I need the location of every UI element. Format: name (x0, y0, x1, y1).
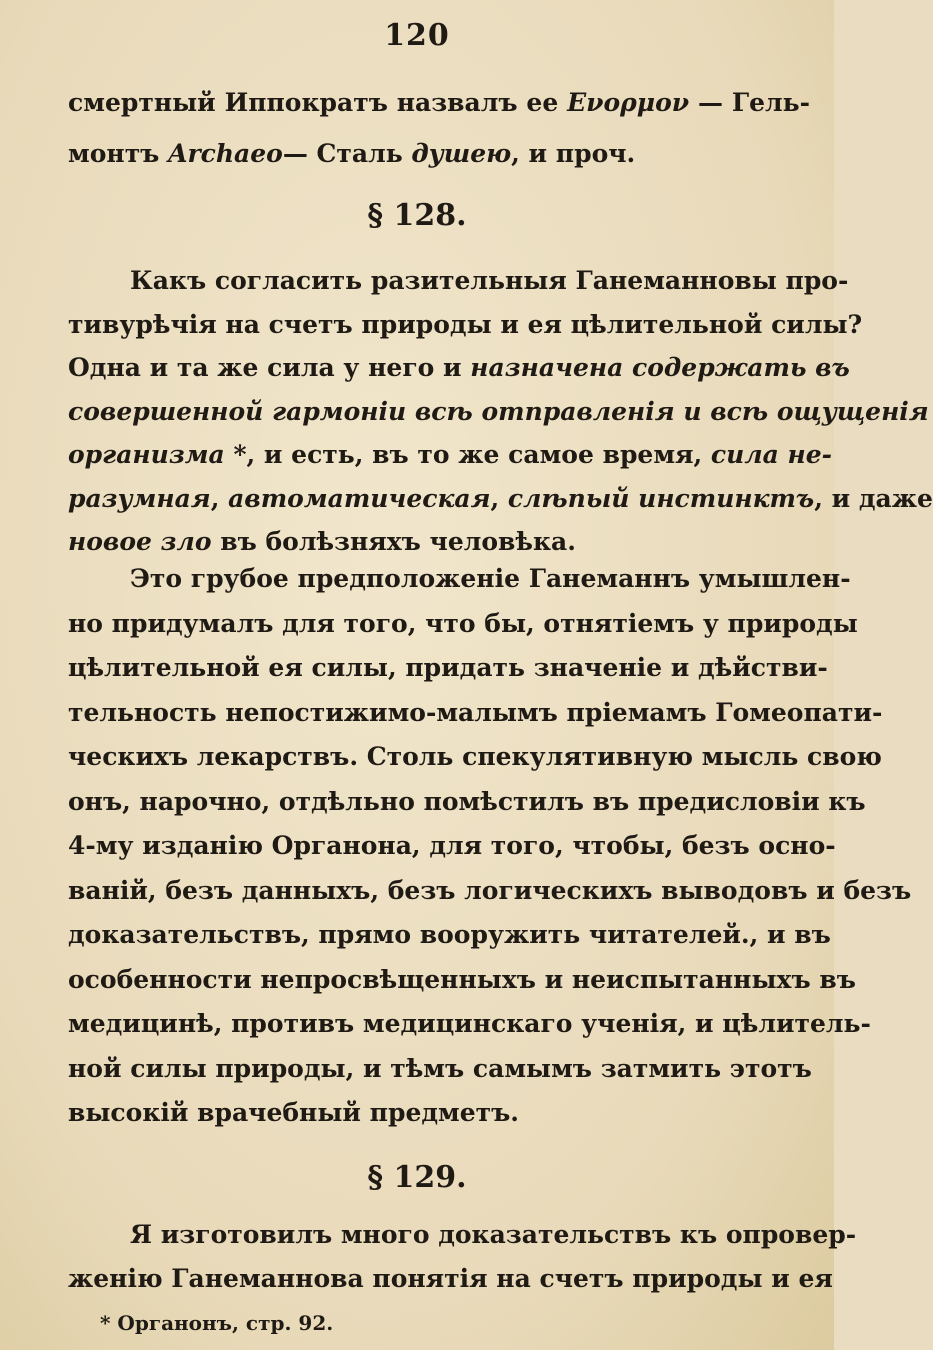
text-line: онъ, нарочно, отдѣльно помѣстилъ въ предисловіи къ (68, 786, 866, 816)
text-line: но придумалъ для того, что бы, отнятіемъ у природы (68, 608, 858, 638)
text-line: организма *, и есть, въ то же самое время, сила не- (68, 440, 833, 469)
text-line: ческихъ лекарствъ. Столь спекулятивную мысль свою (68, 742, 882, 771)
text-line: смертный Иппократъ назвалъ ее Ενορμον — Гель- (68, 88, 811, 117)
text-line: монтъ Archaeo— Сталь душею, и проч. (68, 139, 636, 168)
text-line: особенности непросвѣщенныхъ и неиспытанныхъ въ (68, 964, 856, 994)
text-line: тивурѣчія на счетъ природы и ея цѣлительной силы? (68, 309, 863, 339)
text-line: Я изготовилъ много доказательствъ къ опровер- (130, 1220, 857, 1249)
text-line: женію Ганеманнова понятія на счетъ природы и ея (68, 1264, 833, 1293)
text-line: тельность непостижимо-малымъ пріемамъ Гомеопати- (68, 697, 883, 727)
footnote: * Органонъ, стр. 92. (100, 1311, 334, 1335)
text-line: высокій врачебный предметъ. (68, 1098, 520, 1127)
section-heading-129: § 129. (367, 1160, 467, 1195)
text-line: цѣлительной ея силы, придать значеніе и дѣйстви- (68, 653, 828, 682)
text-line: 4-му изданію Органона, для того, чтобы, безъ осно- (68, 831, 836, 860)
page-number: 120 (384, 18, 450, 53)
text-line: новое зло въ болѣзняхъ человѣка. (68, 527, 576, 556)
text-line: Это грубое предположеніе Ганеманнъ умышлен- (130, 564, 851, 593)
text-line: доказательствъ, прямо вооружить читателей., и въ (68, 920, 831, 949)
text-line: ваній, безъ данныхъ, безъ логическихъ выводовъ и безъ (68, 875, 912, 905)
text-line: разумная, автоматическая, слѣпый инстинктъ, и даже (68, 483, 933, 513)
text-line: Какъ согласить разительныя Ганеманновы про- (130, 266, 849, 295)
text-line: Одна и та же сила у него и назначена содержать въ (68, 353, 850, 382)
text-line: ной силы природы, и тѣмъ самымъ затмить этотъ (68, 1053, 812, 1083)
text-line: совершенной гармоніи всѣ отправленія и всѣ ощущенія (68, 396, 929, 426)
text-line: медицинѣ, противъ медицинскаго ученія, и цѣлитель- (68, 1009, 871, 1038)
section-heading-128: § 128. (367, 198, 467, 233)
